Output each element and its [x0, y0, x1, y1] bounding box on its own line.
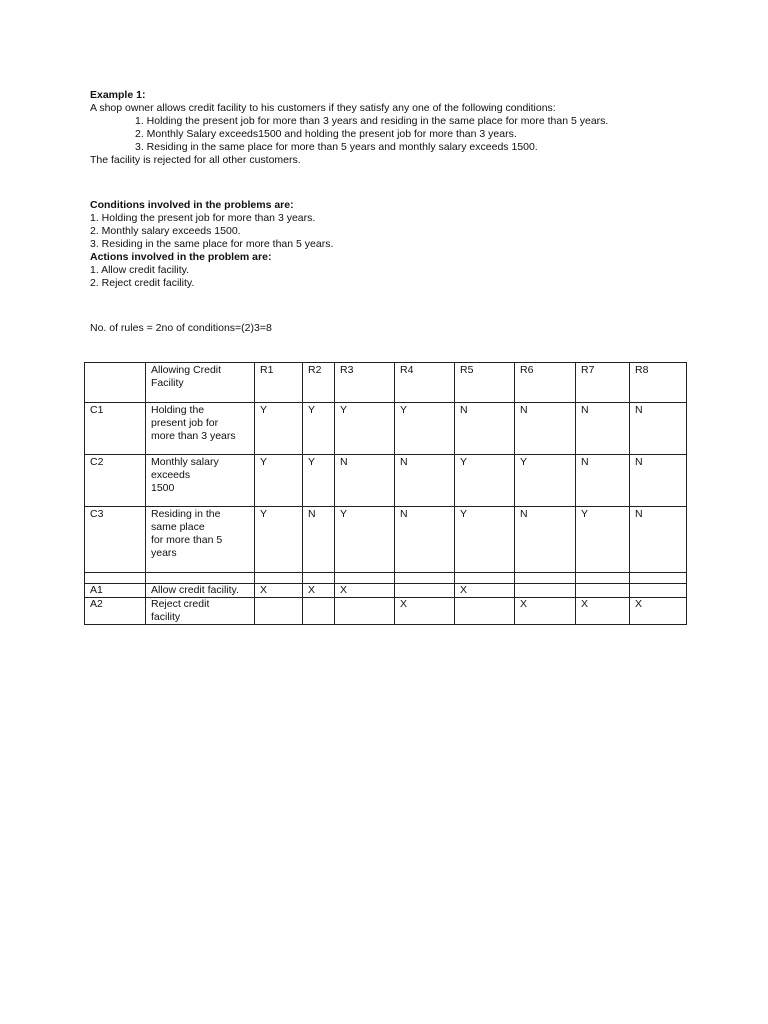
table-header-row	[85, 363, 687, 403]
action-row-a1	[85, 584, 687, 598]
condition-value-cell: Y	[255, 507, 303, 573]
cell-text-line: Holding the	[151, 404, 205, 416]
header-corner-cell	[85, 363, 146, 403]
cell-text-line: facility	[151, 611, 181, 623]
condition-label-cell	[146, 403, 255, 455]
condition-row-c2	[85, 455, 687, 507]
separator-cell	[395, 573, 455, 584]
condition-value-cell: Y	[335, 403, 395, 455]
separator-cell	[85, 573, 146, 584]
rule-header-1: R1	[255, 363, 303, 403]
action-value-cell	[455, 598, 515, 625]
action-value-cell	[303, 598, 335, 625]
condition-item-2: 2. Monthly salary exceeds 1500.	[90, 225, 241, 237]
table-separator-row	[85, 573, 687, 584]
cell-text-line: Allow credit facility.	[151, 584, 239, 596]
action-item-2: 2. Reject credit facility.	[90, 277, 195, 289]
actions-heading: Actions involved in the problem are:	[90, 251, 272, 263]
condition-value-cell: Y	[303, 403, 335, 455]
example-closing: The facility is rejected for all other customers.	[90, 154, 301, 166]
row-id-cell: C3	[85, 507, 146, 573]
row-id-cell: A1	[85, 584, 146, 598]
cell-text-line: more than 3 years	[151, 430, 236, 442]
condition-value-cell: Y	[255, 455, 303, 507]
row-id-cell: C1	[85, 403, 146, 455]
cell-text-line: Residing in the	[151, 508, 221, 520]
action-value-cell	[395, 584, 455, 598]
action-value-cell	[335, 598, 395, 625]
condition-item-3: 3. Residing in the same place for more than 5 years.	[90, 238, 334, 250]
row-id-cell: C2	[85, 455, 146, 507]
example-block	[90, 89, 608, 167]
condition-value-cell: N	[395, 455, 455, 507]
action-value-cell: X	[395, 598, 455, 625]
separator-cell	[335, 573, 395, 584]
separator-cell	[455, 573, 515, 584]
condition-value-cell: Y	[455, 455, 515, 507]
rule-header-4: R4	[395, 363, 455, 403]
cell-text-line: Reject credit	[151, 598, 210, 610]
action-label-cell	[146, 584, 255, 598]
condition-value-cell: N	[630, 403, 687, 455]
action-value-cell: X	[335, 584, 395, 598]
condition-row-c1	[85, 403, 687, 455]
condition-label-cell	[146, 507, 255, 573]
action-value-cell: X	[455, 584, 515, 598]
condition-value-cell: N	[630, 455, 687, 507]
condition-item-1: 1. Holding the present job for more than 3 years.	[90, 212, 316, 224]
condition-value-cell: N	[515, 403, 576, 455]
conditions-and-actions-block	[90, 199, 333, 290]
condition-value-cell: N	[630, 507, 687, 573]
action-value-cell: X	[303, 584, 335, 598]
rule-header-2: R2	[303, 363, 335, 403]
condition-value-cell: Y	[395, 403, 455, 455]
action-value-cell: X	[576, 598, 630, 625]
condition-value-cell: Y	[515, 455, 576, 507]
header-label-cell	[146, 363, 255, 403]
rule-header-3: R3	[335, 363, 395, 403]
action-value-cell	[630, 584, 687, 598]
rule-header-6: R6	[515, 363, 576, 403]
row-id-cell: A2	[85, 598, 146, 625]
condition-value-cell: Y	[303, 455, 335, 507]
example-condition-2: 2. Monthly Salary exceeds1500 and holding the present job for more than 3 years.	[135, 128, 517, 140]
action-label-cell	[146, 598, 255, 625]
cell-text-line: Allowing Credit	[151, 364, 222, 376]
example-intro: A shop owner allows credit facility to his customers if they satisfy any one of the following conditions:	[90, 102, 556, 114]
separator-cell	[146, 573, 255, 584]
separator-cell	[515, 573, 576, 584]
rule-header-8: R8	[630, 363, 687, 403]
action-value-cell	[576, 584, 630, 598]
cell-text-line: for more than 5	[151, 534, 223, 546]
condition-value-cell: Y	[335, 507, 395, 573]
cell-text-line: 1500	[151, 482, 175, 494]
condition-value-cell: Y	[255, 403, 303, 455]
condition-value-cell: N	[576, 403, 630, 455]
rules-line: No. of rules = 2no of conditions=(2)3=8	[90, 322, 272, 334]
cell-text-line: same place	[151, 521, 205, 533]
cell-text-line: exceeds	[151, 469, 191, 481]
example-title: Example 1:	[90, 89, 146, 101]
action-value-cell	[515, 584, 576, 598]
separator-cell	[303, 573, 335, 584]
conditions-heading: Conditions involved in the problems are:	[90, 199, 294, 211]
condition-row-c3	[85, 507, 687, 573]
example-condition-3: 3. Residing in the same place for more than 5 years and monthly salary exceeds 1500.	[135, 141, 538, 153]
action-value-cell: X	[255, 584, 303, 598]
condition-value-cell: N	[455, 403, 515, 455]
cell-text-line: Monthly salary	[151, 456, 219, 468]
separator-cell	[255, 573, 303, 584]
separator-cell	[630, 573, 687, 584]
example-condition-1: 1. Holding the present job for more than 3 years and residing in the same place for more than 5 years.	[135, 115, 609, 127]
action-item-1: 1. Allow credit facility.	[90, 264, 190, 276]
condition-value-cell: N	[395, 507, 455, 573]
condition-value-cell: N	[335, 455, 395, 507]
action-row-a2	[85, 598, 687, 625]
condition-value-cell: N	[515, 507, 576, 573]
action-value-cell	[255, 598, 303, 625]
decision-table	[84, 362, 687, 625]
condition-label-cell	[146, 455, 255, 507]
action-value-cell: X	[630, 598, 687, 625]
action-value-cell: X	[515, 598, 576, 625]
separator-cell	[576, 573, 630, 584]
cell-text-line: years	[151, 547, 177, 559]
condition-value-cell: Y	[576, 507, 630, 573]
cell-text-line: Facility	[151, 377, 184, 389]
rule-header-5: R5	[455, 363, 515, 403]
condition-value-cell: N	[303, 507, 335, 573]
condition-value-cell: N	[576, 455, 630, 507]
condition-value-cell: Y	[455, 507, 515, 573]
rule-header-7: R7	[576, 363, 630, 403]
cell-text-line: present job for	[151, 417, 219, 429]
